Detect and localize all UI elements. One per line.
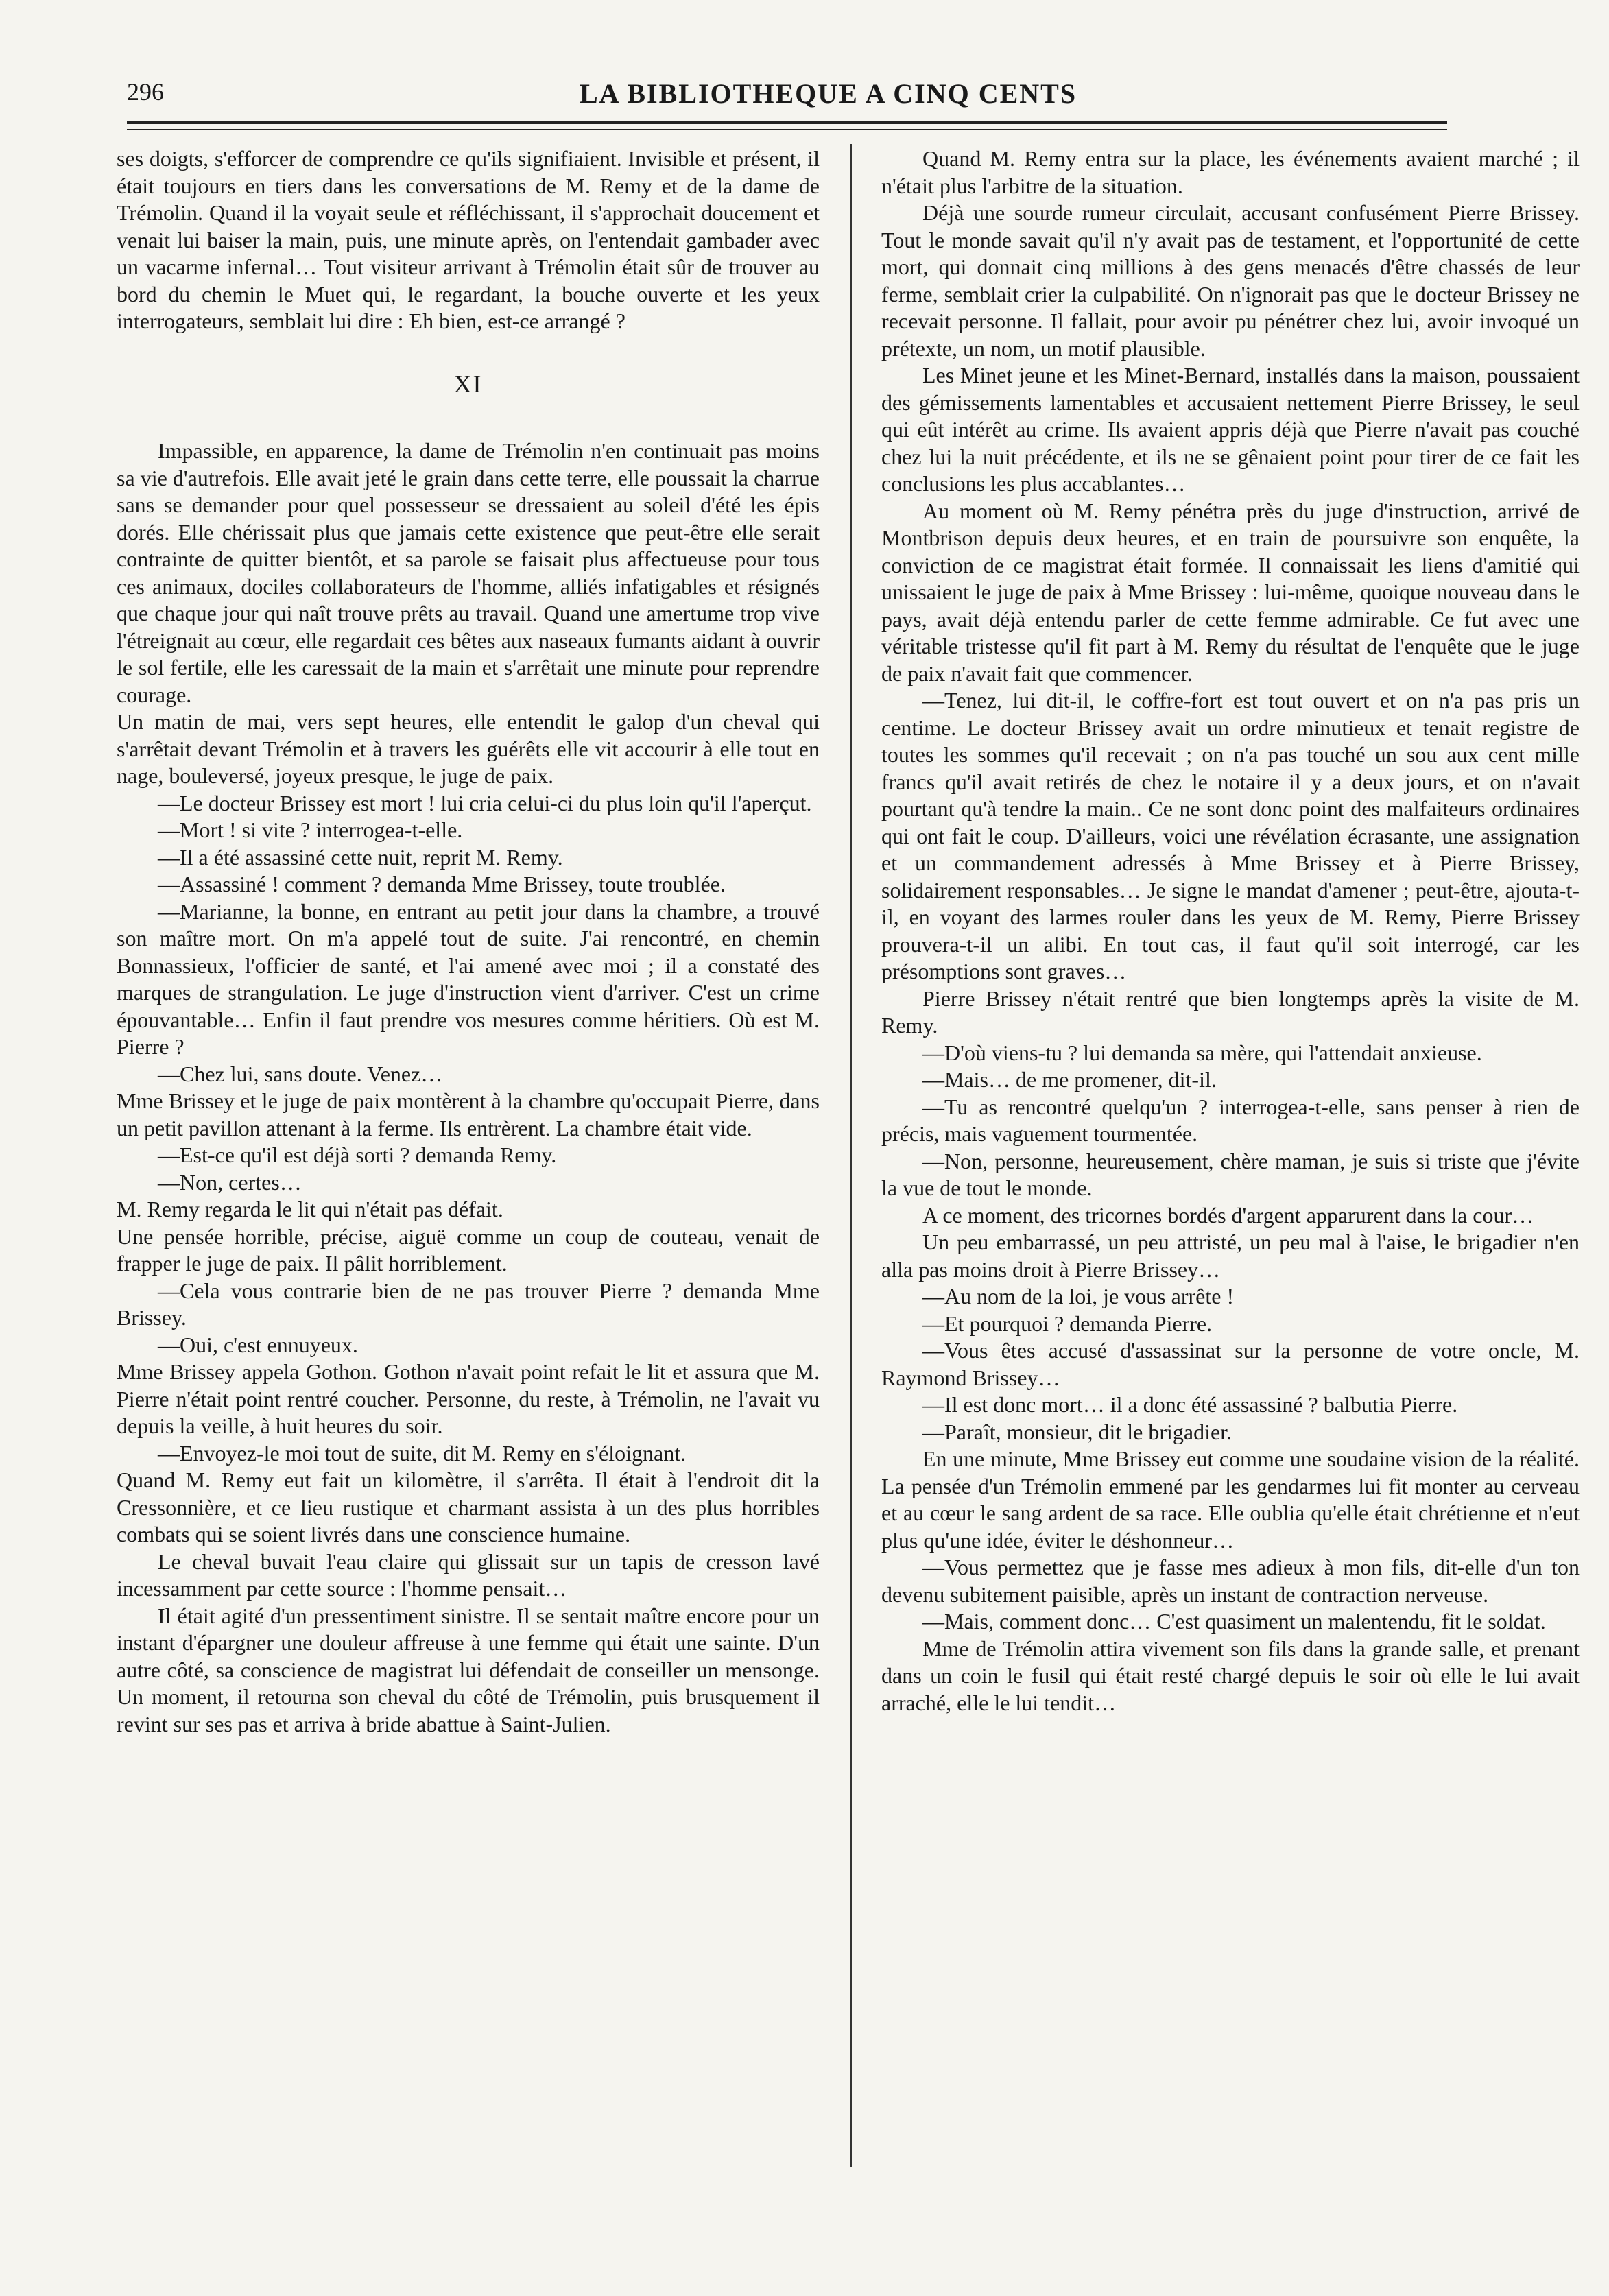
- paragraph: —Paraît, monsieur, dit le brigadier.: [922, 1419, 1232, 1444]
- page-number: 296: [127, 78, 164, 106]
- paragraph: —Et pourquoi ? demanda Pierre.: [922, 1311, 1213, 1336]
- paragraph: —Chez lui, sans doute. Venez…: [158, 1061, 443, 1086]
- paragraph: —Mort ! si vite ? interrogea-t-elle.: [158, 817, 463, 842]
- paragraph: —Mais, comment donc… C'est quasiment un malentendu, fit le soldat.: [922, 1609, 1546, 1634]
- section-heading: XI: [453, 370, 483, 398]
- paragraph: —Il est donc mort… il a donc été assassiné ? balbutia Pierre.: [922, 1392, 1458, 1417]
- paragraph: —Le docteur Brissey est mort ! lui cria celui-ci du plus loin qu'il l'aperçut.: [158, 790, 812, 815]
- page-header: [127, 72, 1444, 120]
- paragraph: —Tu as rencontré quelqu'un ? interrogea-t-elle, sans penser à rien de précis, mais vaguement tourmentée.: [881, 1094, 1580, 1146]
- paragraph: ses doigts, s'efforcer de comprendre ce qu'ils signifiaient. Invisible et présent, il était toujours en tiers dans les conversations de M. Remy et de la dame de Trémolin. Quand il la voyait seule et réfléchissant, il s'approchait doucement et venait lui baiser la main, puis, une minute après, on l'entendait gambader avec un vacarme infernal… Tout visiteur arrivant à Trémolin était sûr de trouver au bord du chemin le Muet qui, le regardant, la bouche ouverte et les yeux interrogateurs, semblait lui dire : Eh bien, est-ce arrangé ?: [117, 146, 820, 333]
- column-divider: [850, 144, 852, 2167]
- paragraph: Pierre Brissey n'était rentré que bien longtemps après la visite de M. Remy.: [881, 985, 1580, 1038]
- paragraph: Mme de Trémolin attira vivement son fils dans la grande salle, et prenant dans un coin le fusil qui était resté chargé depuis le soir où elle le lui avait arraché, elle le lui tendit…: [881, 1636, 1580, 1715]
- paragraph: —D'où viens-tu ? lui demanda sa mère, qui l'attendait anxieuse.: [922, 1040, 1482, 1065]
- paragraph: —Il a été assassiné cette nuit, reprit M. Remy.: [158, 844, 563, 870]
- paragraph: M. Remy regarda le lit qui n'était pas défait.: [117, 1197, 503, 1221]
- right-column: [881, 145, 1580, 2168]
- paragraph: —Non, certes…: [158, 1169, 302, 1195]
- paragraph: Quand M. Remy eut fait un kilomètre, il s'arrêta. Il était à l'endroit dit la Cressonnière, et ce lieu rustique et charmant assista à un des plus horribles combats qui se soient livrés dans une conscience humaine.: [117, 1468, 820, 1546]
- header-rule-thin: [127, 129, 1447, 130]
- paragraph: Un matin de mai, vers sept heures, elle entendit le galop d'un cheval qui s'arrêtait devant Trémolin et à travers les guérêts elle vit accourir à elle tout en nage, bouleversé, joyeux presque, le juge de paix.: [117, 709, 820, 788]
- paragraph: —Vous êtes accusé d'assassinat sur la personne de votre oncle, M. Raymond Brissey…: [881, 1338, 1580, 1390]
- paragraph: Mme Brissey appela Gothon. Gothon n'avait point refait le lit et assura que M. Pierre n'était point rentré coucher. Personne, du reste, à Trémolin, ne l'avait vu depuis la veille, à huit heures du soir.: [117, 1359, 820, 1438]
- paragraph: —Envoyez-le moi tout de suite, dit M. Remy en s'éloignant.: [158, 1440, 687, 1466]
- paragraph: —Marianne, la bonne, en entrant au petit jour dans la chambre, a trouvé son maître mort. On m'a appelé tout de suite. J'ai rencontré, en chemin Bonnassieux, l'officier de santé, et l'ai amené avec moi ; il a constaté des marques de strangulation. Le juge d'instruction vient d'arriver. C'est un crime épouvantable… Enfin il faut prendre vos mesures comme héritiers. Où est M. Pierre ?: [117, 898, 820, 1059]
- running-title: LA BIBLIOTHEQUE A CINQ CENTS: [580, 78, 1077, 109]
- paragraph: —Mais… de me promener, dit-il.: [922, 1067, 1217, 1092]
- paragraph: En une minute, Mme Brissey eut comme une soudaine vision de la réalité. La pensée d'un Trémolin emmené par les gendarmes lui fit monter au cerveau et au cœur le sang ardent de sa race. Elle oublia qu'elle était chrétienne et n'eut plus qu'une idée, éviter le déshonneur…: [881, 1446, 1580, 1553]
- paragraph: Il était agité d'un pressentiment sinistre. Il se sentait maître encore pour un instant d'épargner une douleur affreuse à une femme qui était une sainte. D'un autre côté, sa conscience de magistrat lui défendait de conseiller un mensonge. Un moment, il retourna son cheval du côté de Trémolin, puis brusquement il revint sur ses pas et arriva à bride abattue à Saint-Julien.: [117, 1603, 820, 1736]
- paragraph: —Cela vous contrarie bien de ne pas trouver Pierre ? demanda Mme Brissey.: [117, 1278, 820, 1330]
- header-rule-thick: [127, 121, 1447, 124]
- paragraph: —Oui, c'est ennuyeux.: [158, 1332, 358, 1357]
- paragraph: Les Minet jeune et les Minet-Bernard, installés dans la maison, poussaient des gémissements lamentables et accusaient nettement Pierre Brissey, le seul qui eût intérêt au crime. Ils avaient appris déjà que Pierre n'avait pas couché chez lui la nuit précédente, et ils ne se gênaient point pour tirer de ce fait les conclusions les plus accablantes…: [881, 363, 1580, 496]
- paragraph: —Vous permettez que je fasse mes adieux à mon fils, dit-elle d'un ton devenu subitement paisible, après un instant de contraction nerveuse.: [881, 1555, 1580, 1607]
- paragraph: Un peu embarrassé, un peu attristé, un peu mal à l'aise, le brigadier n'en alla pas moins droit à Pierre Brissey…: [881, 1230, 1580, 1282]
- paragraph: —Au nom de la loi, je vous arrête !: [922, 1284, 1235, 1308]
- paragraph: Le cheval buvait l'eau claire qui glissait sur un tapis de cresson lavé incessamment par cette source : l'homme pensait…: [117, 1548, 820, 1601]
- paragraph: Mme Brissey et le juge de paix montèrent à la chambre qu'occupait Pierre, dans un petit pavillon attenant à la ferme. Ils entrèrent. La chambre était vide.: [117, 1088, 820, 1140]
- paragraph: —Tenez, lui dit-il, le coffre-fort est tout ouvert et on n'a pas pris un centime. Le docteur Brissey avait un ordre minutieux et tenait registre de toutes les sommes qu'il recevait ; on n'a pas touché un sou aux cent mille francs qu'il avait retirés de chez le notaire il y a deux jours, et on n'avait pourtant qu'à tendre la main.. Ce ne sont donc point des malfaiteurs ordinaires qui ont fait le coup. D'ailleurs, voici une révélation écrasante, une assignation et un commandement adressés à Mme Brissey et à Pierre Brissey, solidairement responsables… Je signe le mandat d'amener ; peut-être, ajouta-t-il, en voyant des larmes rouler dans les yeux de M. Remy, Pierre Brissey prouvera-t-il un alibi. En tout cas, il faut qu'il soit interrogé, car les présomptions sont graves…: [881, 688, 1580, 983]
- paragraph: —Est-ce qu'il est déjà sorti ? demanda Remy.: [158, 1143, 557, 1167]
- paragraph: —Assassiné ! comment ? demanda Mme Brissey, toute troublée.: [158, 872, 726, 896]
- left-column: [117, 145, 820, 2168]
- paragraph: Quand M. Remy entra sur la place, les événements avaient marché ; il n'était plus l'arbitre de la situation.: [881, 146, 1580, 198]
- paragraph: Déjà une sourde rumeur circulait, accusant confusément Pierre Brissey. Tout le monde savait qu'il n'y avait pas de testament, et l'opportunité de cette mort, qui donnait cinq millions à des gens menacés d'être chassés de leur ferme, semblait crier la culpabilité. On n'ignorait pas que le docteur Brissey ne recevait personne. Il fallait, pour avoir pu pénétrer chez lui, avoir invoqué un prétexte, un nom, un motif plausible.: [881, 200, 1580, 361]
- paragraph: —Non, personne, heureusement, chère maman, je suis si triste que j'évite la vue de tout le monde.: [881, 1148, 1580, 1200]
- paragraph: Impassible, en apparence, la dame de Trémolin n'en continuait pas moins sa vie d'autrefois. Elle avait jeté le grain dans cette terre, elle poussait la charrue sans se demander pour quel possesseur se dressaient au soleil d'été les épis dorés. Elle chérissait plus que jamais cette existence que peut-être elle serait contrainte de quitter bientôt, et sa parole se faisait plus affectueuse pour tous ces animaux, dociles collaborateurs de l'homme, alliés infatigables et résignés que chaque jour qui naît trouve prêts au travail. Quand une amertume trop vive l'étreignait au cœur, elle regardait ces bêtes aux naseaux fumants aidant à ouvrir le sol fertile, elle les caressait de la main et s'arrêtait une minute pour reprendre courage.: [117, 438, 820, 707]
- paragraph: Une pensée horrible, précise, aiguë comme un coup de couteau, venait de frapper le juge de paix. Il pâlit horriblement.: [117, 1223, 820, 1276]
- paragraph: A ce moment, des tricornes bordés d'argent apparurent dans la cour…: [922, 1202, 1534, 1228]
- paragraph: Au moment où M. Remy pénétra près du juge d'instruction, arrivé de Montbrison depuis deux heures, et en train de poursuivre son enquête, la conviction de ce magistrat était formée. Il connaissait les liens d'amitié qui unissaient le juge de paix à Mme Brissey : lui-même, quoique nouveau dans le pays, avait déjà entendu parler de cette femme admirable. Ce fut avec une véritable tristesse qu'il fit part à M. Remy du résultat de l'enquête que le juge de paix n'avait fait que commencer.: [881, 498, 1580, 686]
